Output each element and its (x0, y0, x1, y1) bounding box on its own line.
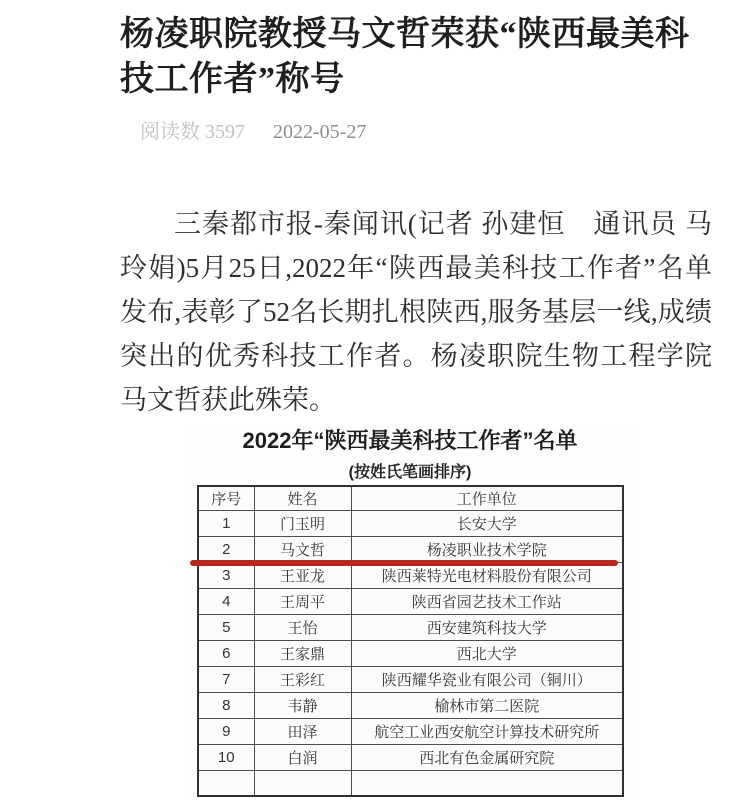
awardees-list-figure (186, 426, 634, 797)
table-header-row (198, 486, 623, 510)
red-highlight-underline (190, 560, 618, 566)
table-row: 9 田泽 航空工业西安航空计算技术研究所 (198, 718, 623, 744)
col-header-organization: 工作单位 (351, 486, 623, 510)
table-row: 7 王彩红 陕西耀华瓷业有限公司（铜川） (198, 666, 623, 692)
awardees-table-wrap (186, 485, 634, 797)
figure-title: 2022年“陕西最美科技工作者”名单 (242, 428, 578, 453)
table-row: 3 王亚龙 陕西莱特光电材料股份有限公司 (198, 562, 623, 588)
publish-date: 2022-05-27 (273, 121, 367, 143)
figure-subtitle: (按姓氏笔画排序) (348, 464, 472, 481)
awardees-table-body (198, 510, 623, 796)
awardees-table (197, 485, 624, 797)
table-row: 1 门玉明 长安大学 (198, 510, 623, 536)
table-row: 2 马文哲 杨凌职业技术学院 (198, 536, 623, 562)
read-count: 阅读数 3597 (140, 121, 245, 143)
table-row: 6 王家鼎 西北大学 (198, 640, 623, 666)
table-row: 5 王怡 西安建筑科技大学 (198, 614, 623, 640)
table-row-partial (198, 770, 623, 796)
table-row: 4 王周平 陕西省园艺技术工作站 (198, 588, 623, 614)
col-header-name: 姓名 (254, 486, 351, 510)
table-row: 8 韦静 榆林市第二医院 (198, 692, 623, 718)
article-meta (140, 118, 712, 146)
col-header-index: 序号 (198, 486, 254, 510)
article-paragraph: 三秦都市报-秦闻讯(记者 孙建恒 通讯员 马玲娟)5月25日,2022年“陕西最美科技工作者”名单发布,表彰了52名长期扎根陕西,服务基层一线,成绩突出的优秀科技工作者。杨凌职院生物工程学院马文哲获此殊荣。 (120, 209, 712, 415)
table-row: 10 白润 西北有色金属研究院 (198, 744, 623, 770)
page-title: 杨凌职院教授马文哲荣获“陕西最美科技工作者”称号 (120, 16, 690, 98)
